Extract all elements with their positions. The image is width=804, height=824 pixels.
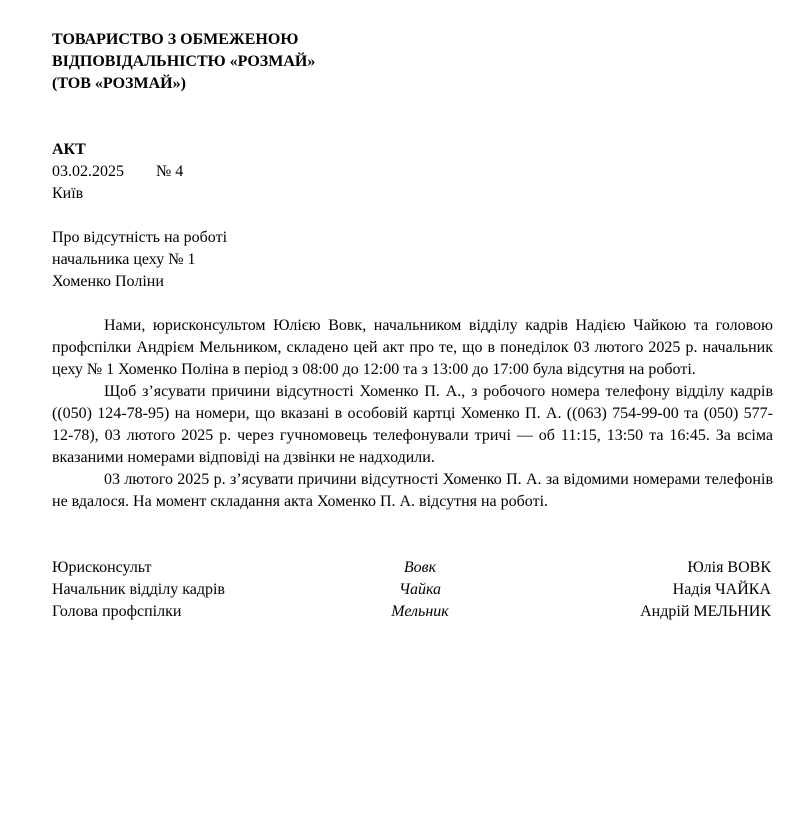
document-date: 03.02.2025 <box>52 163 124 180</box>
organization-header <box>52 29 773 95</box>
document-subject <box>52 227 773 293</box>
signature-row <box>52 601 773 623</box>
signer-position: Голова профспілки <box>52 603 182 620</box>
body-paragraph-3: 03 лютого 2025 р. з’ясувати причини відсутності Хоменко П. А. за відомими номерами телефонів не вдалося. На момент складання акта Хоменко П. А. відсутня на роботі. <box>52 471 773 510</box>
document-page <box>52 29 773 623</box>
organization-name-line-2: ВІДПОВІДАЛЬНІСТЮ «РОЗМАЙ» <box>52 53 316 70</box>
signer-signature: Мельник <box>391 603 449 620</box>
subject-line-3: Хоменко Поліни <box>52 273 164 290</box>
document-body <box>52 315 773 513</box>
signature-block <box>52 557 773 623</box>
signature-row <box>52 557 773 579</box>
body-paragraph-2: Щоб з’ясувати причини відсутності Хоменко П. А., з робочого номера телефону відділу кадрів ((050) 124-78-95) на номери, що вказані в особовій картці Хоменко П. А. ((063) 754-99-00 та (050) 577-12-78), 03 лютого 2025 р. через гучномовець телефонували тричі — об 11:15, 13:50 та 16:45. За всіма вказаними номерами відповіді на дзвінки не надходили. <box>52 383 773 466</box>
body-paragraph-1: Нами, юрисконсультом Юлією Вовк, начальником відділу кадрів Надією Чайкою та головою профспілки Андрієм Мельником, складено цей акт про те, що в понеділок 03 лютого 2025 р. начальник цеху № 1 Хоменко Поліна в період з 08:00 до 12:00 та з 13:00 до 17:00 була відсутня на роботі. <box>52 317 773 378</box>
organization-short-name: (ТОВ «РОЗМАЙ») <box>52 75 186 92</box>
document-city: Київ <box>52 185 84 202</box>
signer-name: Юлія ВОВК <box>687 559 771 576</box>
document-number: № 4 <box>156 163 184 180</box>
organization-name-line-1: ТОВАРИСТВО З ОБМЕЖЕНОЮ <box>52 31 299 48</box>
signature-row <box>52 579 773 601</box>
signer-name: Надія ЧАЙКА <box>672 581 771 598</box>
subject-line-1: Про відсутність на роботі <box>52 229 228 246</box>
document-title: АКТ <box>52 141 86 158</box>
signer-position: Юрисконсульт <box>52 559 152 576</box>
signer-signature: Чайка <box>398 581 442 598</box>
date-number-row <box>52 161 773 183</box>
signer-signature: Вовк <box>403 559 437 576</box>
signer-name: Андрій МЕЛЬНИК <box>640 603 771 620</box>
subject-line-2: начальника цеху № 1 <box>52 251 196 268</box>
signer-position: Начальник відділу кадрів <box>52 581 225 598</box>
